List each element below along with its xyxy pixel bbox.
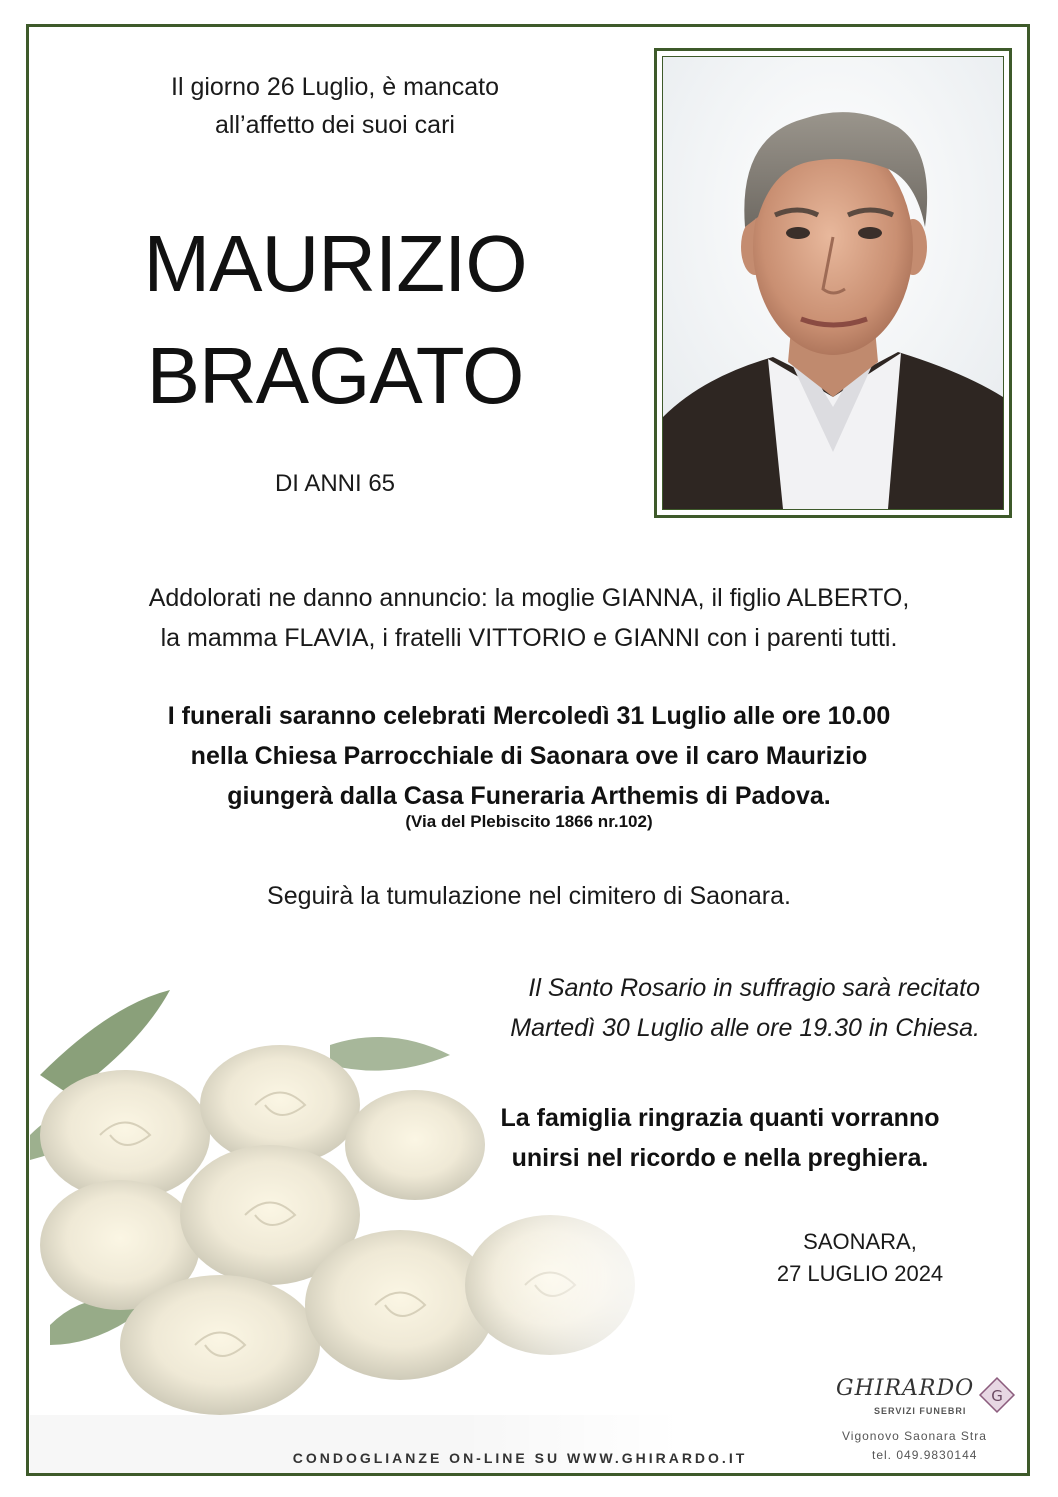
rosary-line-2: Martedì 30 Luglio alle ore 19.30 in Chiesa. xyxy=(510,1014,980,1042)
funeral-line-3: giungerà dalla Casa Funeraria Arthemis di Padova. xyxy=(227,782,831,810)
intro-line-1: Il giorno 26 Luglio, è mancato xyxy=(171,73,499,101)
funeral-line-2: nella Chiesa Parrocchiale di Saonara ove il caro Maurizio xyxy=(190,742,868,770)
funeral-details xyxy=(40,696,1018,816)
white-roses-image xyxy=(30,985,680,1473)
announcement-line-1: Addolorati ne danno annuncio: la moglie GIANNA, il figlio ALBERTO, xyxy=(148,584,910,612)
announcement-line-2: la mamma FLAVIA, i fratelli VITTORIO e GIANNI con i parenti tutti. xyxy=(160,624,898,652)
intro-text xyxy=(100,68,570,144)
deceased-first-name: MAURIZIO xyxy=(143,219,527,308)
logo-diamond-icon xyxy=(978,1376,1016,1414)
logo-name: GHIRARDO xyxy=(836,1376,975,1401)
deceased-last-name: BRAGATO xyxy=(146,331,524,420)
announcement xyxy=(40,578,1018,658)
funeral-address: (Via del Plebiscito 1866 nr.102) xyxy=(405,812,653,831)
place: SAONARA, xyxy=(803,1229,917,1254)
funeral-home-logo xyxy=(836,1376,1016,1466)
burial-text: Seguirà la tumulazione nel cimitero di Saonara. xyxy=(267,882,791,910)
condolences-link-text[interactable]: CONDOGLIANZE ON-LINE SU WWW.GHIRARDO.IT xyxy=(292,1450,748,1466)
thanks-line-1: La famiglia ringrazia quanti vorranno xyxy=(500,1104,940,1132)
rosary-line-1: Il Santo Rosario in suffragio sarà recitato xyxy=(528,974,980,1002)
logo-phone: tel. 049.9830144 xyxy=(872,1448,978,1462)
funeral-line-1: I funerali saranno celebrati Mercoledì 31 Luglio alle ore 10.00 xyxy=(167,702,891,730)
deceased-name xyxy=(100,208,570,432)
thanks-text xyxy=(420,1098,1020,1178)
logo-towns: Vigonovo Saonara Stra xyxy=(842,1429,987,1443)
intro-line-2: all’affetto dei suoi cari xyxy=(215,111,455,139)
portrait-photo xyxy=(662,56,1004,510)
rosary-text xyxy=(360,968,980,1048)
date: 27 LUGLIO 2024 xyxy=(776,1261,944,1286)
place-date xyxy=(740,1226,980,1290)
portrait-frame xyxy=(654,48,1012,518)
logo-subtitle: SERVIZI FUNEBRI xyxy=(874,1406,967,1416)
thanks-line-2: unirsi nel ricordo e nella preghiera. xyxy=(511,1144,929,1172)
deceased-age: DI ANNI 65 xyxy=(274,470,396,497)
logo-mark-letter: G xyxy=(991,1387,1003,1405)
